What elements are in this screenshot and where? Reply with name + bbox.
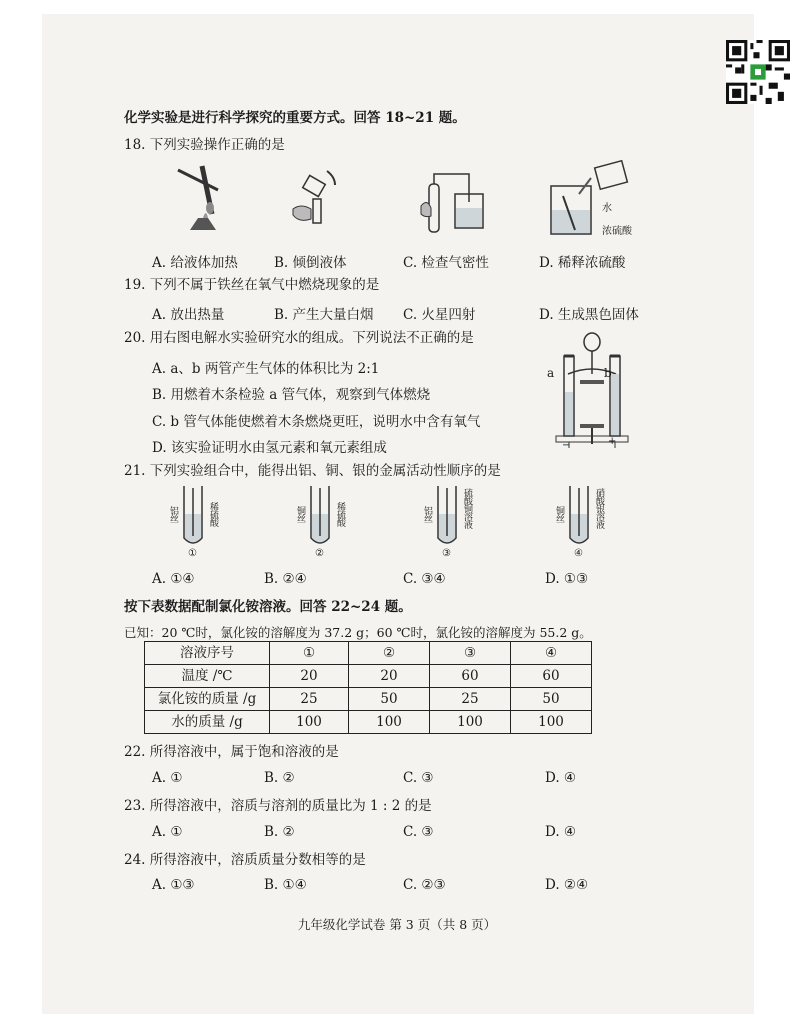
q21-option-c[interactable]: C. ③④ <box>403 571 446 587</box>
q20-option-d[interactable]: D. 该实验证明水由氢元素和氧元素组成 <box>152 440 387 456</box>
table-cell: 水的质量 /g <box>145 711 270 734</box>
table-cell: 100 <box>511 711 592 734</box>
table-row <box>145 688 592 711</box>
q19-option-a[interactable]: A. 放出热量 <box>152 307 225 323</box>
qr-code-icon <box>726 40 790 104</box>
q22-option-c[interactable]: C. ③ <box>403 770 434 786</box>
section-intro-18-21: 化学实验是进行科学探究的重要方式。回答 18~21 题。 <box>124 110 466 126</box>
q18-figure-heating <box>170 160 240 240</box>
q18-fig-acid-label: 浓硫酸 <box>602 226 632 237</box>
q24-option-c[interactable]: C. ②③ <box>403 877 446 893</box>
q24-option-b[interactable]: B. ①④ <box>264 877 307 893</box>
q18-figure-pouring <box>283 163 353 228</box>
q21-tube-3-num: ③ <box>442 548 451 559</box>
section-intro-22-24: 按下表数据配制氯化铵溶液。回答 22~24 题。 <box>124 599 412 615</box>
table-cell: 100 <box>349 711 430 734</box>
q23-option-c[interactable]: C. ③ <box>403 824 434 840</box>
table-cell: 50 <box>511 688 592 711</box>
table-cell: 20 <box>270 665 349 688</box>
table-cell: 50 <box>349 688 430 711</box>
q24-stem: 24. 所得溶液中，溶质质量分数相等的是 <box>124 852 366 868</box>
table-cell: 氯化铵的质量 /g <box>145 688 270 711</box>
q21-tube-4-metal: 铜丝 <box>554 506 564 522</box>
table-cell: 温度 /℃ <box>145 665 270 688</box>
q20-fig-label-b: b <box>604 366 612 380</box>
q22-option-b[interactable]: B. ② <box>264 770 295 786</box>
q24-option-a[interactable]: A. ①③ <box>152 877 195 893</box>
q23-option-d[interactable]: D. ④ <box>545 824 577 840</box>
q23-option-b[interactable]: B. ② <box>264 824 295 840</box>
q19-option-d[interactable]: D. 生成黑色固体 <box>539 307 639 323</box>
table-row <box>145 711 592 734</box>
q21-option-a[interactable]: A. ①④ <box>152 571 195 587</box>
table-cell: 60 <box>511 665 592 688</box>
qr-code[interactable] <box>726 40 790 104</box>
q21-tube-2-liquid: 稀硫酸 <box>335 502 345 526</box>
q20-fig-minus: − <box>562 440 571 451</box>
table-cell: 100 <box>270 711 349 734</box>
table-cell: ④ <box>511 642 592 665</box>
table-cell: 20 <box>349 665 430 688</box>
table-cell: 25 <box>430 688 511 711</box>
table-cell: ② <box>349 642 430 665</box>
q21-tube-4 <box>552 484 622 564</box>
q19-stem: 19. 下列不属于铁丝在氧气中燃烧现象的是 <box>124 277 380 293</box>
q20-option-b[interactable]: B. 用燃着木条检验 a 管气体，观察到气体燃烧 <box>152 387 431 403</box>
q19-option-c[interactable]: C. 火星四射 <box>403 307 476 323</box>
q21-tube-1-metal: 铝丝 <box>168 506 178 522</box>
q20-option-c[interactable]: C. b 管气体能使燃着木条燃烧更旺，说明水中含有氧气 <box>152 414 481 430</box>
q20-fig-label-a: a <box>547 366 555 380</box>
table-cell: ③ <box>430 642 511 665</box>
q20-electrolysis-apparatus <box>552 330 632 452</box>
q20-stem: 20. 用右图电解水实验研究水的组成。下列说法不正确的是 <box>124 330 474 346</box>
table-cell: 60 <box>430 665 511 688</box>
q20-option-a[interactable]: A. a、b 两管产生气体的体积比为 2:1 <box>152 361 380 377</box>
q21-tube-2-metal: 铜丝 <box>295 506 305 522</box>
q21-tube-2-num: ② <box>315 548 324 559</box>
solution-table <box>144 641 592 734</box>
known-solubility: 已知：20 ℃时，氯化铵的溶解度为 37.2 g；60 ℃时，氯化铵的溶解度为 55.2 g。 <box>124 625 592 640</box>
q23-option-a[interactable]: A. ① <box>152 824 183 840</box>
q21-tube-3 <box>420 484 490 564</box>
table-cell: 25 <box>270 688 349 711</box>
q19-option-b[interactable]: B. 产生大量白烟 <box>274 307 374 323</box>
q21-stem: 21. 下列实验组合中，能得出铝、铜、银的金属活动性顺序的是 <box>124 463 501 479</box>
q22-option-a[interactable]: A. ① <box>152 770 183 786</box>
q18-option-a[interactable]: A. 给液体加热 <box>152 255 238 271</box>
q21-option-b[interactable]: B. ②④ <box>264 571 307 587</box>
q18-option-c[interactable]: C. 检查气密性 <box>403 255 489 271</box>
q21-tube-2 <box>293 484 363 564</box>
q18-option-b[interactable]: B. 倾倒液体 <box>274 255 347 271</box>
q21-tube-4-num: ④ <box>574 548 583 559</box>
q21-tube-4-liquid: 硝酸银溶液 <box>594 488 604 528</box>
q21-tube-1-num: ① <box>188 548 197 559</box>
q20-fig-plus: + <box>608 436 617 447</box>
table-cell: 100 <box>430 711 511 734</box>
q18-figure-airtight-check <box>417 168 487 240</box>
q22-option-d[interactable]: D. ④ <box>545 770 577 786</box>
q21-tube-1-liquid: 稀硫酸 <box>208 502 218 526</box>
q18-option-d[interactable]: D. 稀释浓硫酸 <box>539 255 626 271</box>
q18-fig-water-label: 水 <box>602 203 612 214</box>
q22-stem: 22. 所得溶液中，属于饱和溶液的是 <box>124 744 339 760</box>
table-cell: 溶液序号 <box>145 642 270 665</box>
q21-tube-3-metal: 铝丝 <box>422 506 432 522</box>
table-row <box>145 665 592 688</box>
table-row <box>145 642 592 665</box>
q21-option-d[interactable]: D. ①③ <box>545 571 589 587</box>
q23-stem: 23. 所得溶液中，溶质与溶剂的质量比为 1 : 2 的是 <box>124 798 432 814</box>
q21-tube-1 <box>166 484 236 564</box>
q18-stem: 18. 下列实验操作正确的是 <box>124 137 285 153</box>
table-cell: ① <box>270 642 349 665</box>
q21-tube-3-liquid: 硫酸铜溶液 <box>462 488 472 528</box>
q24-option-d[interactable]: D. ②④ <box>545 877 589 893</box>
page-footer: 九年级化学试卷 第 3 页（共 8 页） <box>297 917 497 932</box>
